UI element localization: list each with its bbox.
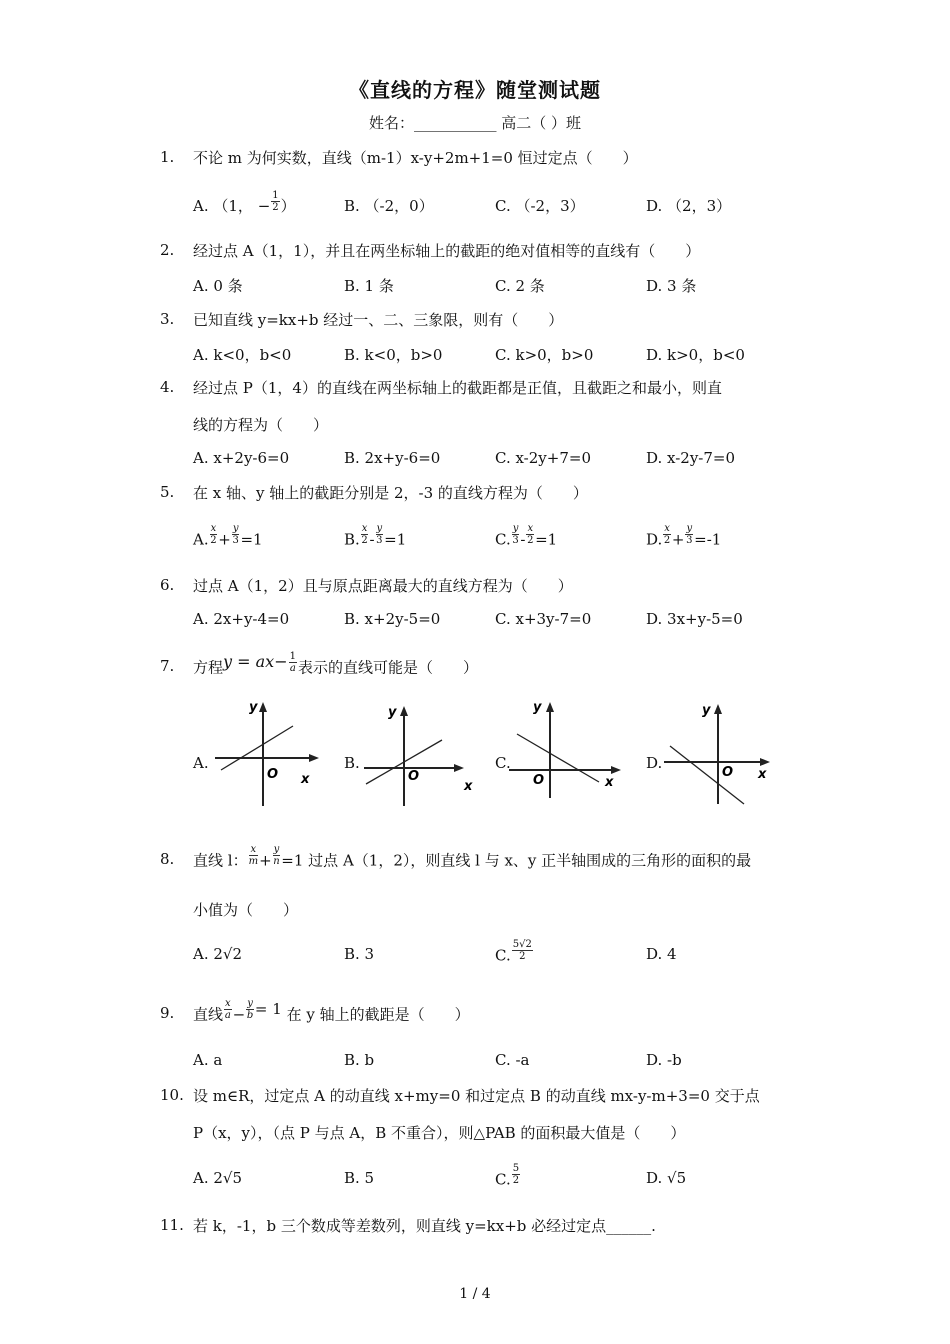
question-1-options xyxy=(193,189,813,217)
option-b: B. （-2，0） xyxy=(344,197,434,215)
graph-c-svg xyxy=(495,698,625,810)
x-label: x xyxy=(605,775,614,790)
origin-label: O xyxy=(408,769,420,784)
option-a: A. 0 条 xyxy=(193,277,243,295)
option-c: C. xyxy=(495,754,511,772)
y-axis-arrow xyxy=(400,706,408,716)
question-5-options xyxy=(193,523,813,551)
question-number: 11. xyxy=(160,1216,184,1234)
question-number: 8. xyxy=(160,850,175,868)
question-text: 经过点 P（1，4）的直线在两坐标轴上的截距都是正值，且截距之和最小，则直 xyxy=(193,379,722,397)
option-a: A. k<0，b<0 xyxy=(193,346,292,364)
option-d: D. 3x+y-5=0 xyxy=(646,610,743,628)
y-axis-arrow xyxy=(546,702,554,712)
question-text: 经过点 A（1，1），并且在两坐标轴上的截距的绝对值相等的直线有（ ） xyxy=(193,242,701,260)
option-b: B. 3 xyxy=(344,945,375,963)
question-text: 已知直线 y=kx+b 经过一、二、三象限，则有（ ） xyxy=(193,311,564,329)
option-c: C. $\frac{y}{3}$ - $\frac{x}{2}$ =1 xyxy=(495,523,558,549)
x-axis-arrow xyxy=(454,764,464,772)
graph-line xyxy=(517,734,599,782)
question-10-options xyxy=(193,1163,813,1191)
option-c: C. k>0，b>0 xyxy=(495,346,594,364)
question-text-continued: P（x，y），（点 P 与点 A，B 不重合），则△PAB 的面积最大值是（ ） xyxy=(193,1124,686,1142)
option-b: B. x+2y-5=0 xyxy=(344,610,441,628)
y-label: y xyxy=(533,700,542,715)
question-2-options xyxy=(193,275,813,297)
option-a: A. xyxy=(193,754,209,772)
question-4-options xyxy=(193,449,813,471)
page-title: 《直线的方程》随堂测试题 xyxy=(349,78,601,102)
question-text: 直线 l： $\frac{x}{m}$ + $\frac{y}{n}$ =1 过点 A（1，2），则直线 l 与 x、y 正半轴围成的三角形的面积的最 xyxy=(193,844,752,870)
graph-d-svg xyxy=(646,698,776,810)
option-d: D. $\frac{x}{2}$ + $\frac{y}{3}$ =-1 xyxy=(646,523,722,549)
option-c: C. x-2y+7=0 xyxy=(495,449,591,467)
y-label: y xyxy=(702,703,711,718)
option-b: B. 2x+y-6=0 xyxy=(344,449,441,467)
y-axis-arrow xyxy=(714,704,722,714)
option-a: A. a xyxy=(193,1051,223,1069)
option-c: C. （-2，3） xyxy=(495,197,585,215)
option-b: B. 1 条 xyxy=(344,277,394,295)
option-c: C. -a xyxy=(495,1051,530,1069)
option-d: D. （2，3） xyxy=(646,197,732,215)
x-axis-arrow xyxy=(309,754,319,762)
graph-d xyxy=(646,698,776,810)
question-text: 过点 A（1，2）且与原点距离最大的直线方程为（ ） xyxy=(193,577,573,595)
graph-a-svg xyxy=(193,698,323,810)
question-number: 9. xyxy=(160,1004,175,1022)
question-number: 2. xyxy=(160,241,175,259)
graph-b xyxy=(344,698,479,810)
question-number: 5. xyxy=(160,483,175,501)
question-number: 3. xyxy=(160,310,175,328)
origin-label: O xyxy=(533,773,545,788)
x-label: x xyxy=(464,779,473,794)
graph-c xyxy=(495,698,625,810)
question-number: 4. xyxy=(160,378,175,396)
y-label: y xyxy=(388,705,397,720)
origin-label: O xyxy=(722,765,734,780)
graph-a xyxy=(193,698,323,810)
question-text: 在 x 轴、y 轴上的截距分别是 2，-3 的直线方程为（ ） xyxy=(193,484,588,502)
origin-label: O xyxy=(267,767,279,782)
option-a: A. 2√5 xyxy=(193,1169,243,1187)
option-a: A. 2√2 xyxy=(193,945,243,963)
x-label: x xyxy=(758,767,767,782)
option-a: A. （1， − $\frac{1}{2}$ ） xyxy=(193,189,296,215)
option-c: C. 2 条 xyxy=(495,277,545,295)
x-label: x xyxy=(301,772,310,787)
y-axis-arrow xyxy=(259,702,267,712)
option-b: B. 5 xyxy=(344,1169,375,1187)
question-number: 1. xyxy=(160,148,175,166)
option-b: B. k<0，b>0 xyxy=(344,346,443,364)
question-8-options xyxy=(193,939,813,967)
option-b: B. xyxy=(344,754,360,772)
question-text: 若 k，-1，b 三个数成等差数列，则直线 y=kx+b 必经过定点______. xyxy=(193,1217,656,1235)
option-b: B. $\frac{x}{2}$ - $\frac{y}{3}$ =1 xyxy=(344,523,407,549)
question-text: 直线 $\frac{x}{a}$ − $\frac{y}{b}$ = 1 在 y 轴上的截距是（ ） xyxy=(193,998,470,1024)
option-d: D. 4 xyxy=(646,945,677,963)
question-9-options xyxy=(193,1051,813,1073)
option-a: A. x+2y-6=0 xyxy=(193,449,290,467)
question-number: 7. xyxy=(160,657,175,675)
option-d: D. xyxy=(646,754,663,772)
question-text-continued: 线的方程为（ ） xyxy=(193,416,329,434)
option-b: B. b xyxy=(344,1051,375,1069)
x-axis-arrow xyxy=(611,766,621,774)
question-text: 设 m∈R，过定点 A 的动直线 x+my=0 和过定点 B 的动直线 mx-y-m+3=0 交于点 xyxy=(193,1087,760,1105)
option-c: C. x+3y-7=0 xyxy=(495,610,592,628)
option-d: D. k>0，b<0 xyxy=(646,346,745,364)
option-d: D. -b xyxy=(646,1051,682,1069)
question-number: 10. xyxy=(160,1086,184,1104)
question-text-continued: 小值为（ ） xyxy=(193,901,299,919)
option-d: D. 3 条 xyxy=(646,277,697,295)
name-class-line: 姓名：___________ 高二（ ）班 xyxy=(368,114,582,132)
option-a: A. 2x+y-4=0 xyxy=(193,610,290,628)
option-c: C. $\frac{5√2}{2}$ xyxy=(495,939,532,965)
question-6-options xyxy=(193,610,813,632)
graph-b-svg xyxy=(344,698,479,810)
option-d: D. √5 xyxy=(646,1169,687,1187)
x-axis-arrow xyxy=(760,758,770,766)
question-3-options xyxy=(193,344,813,366)
page-number: 1 / 4 xyxy=(459,1286,491,1302)
question-number: 6. xyxy=(160,576,175,594)
question-text: 方程y = ax− $\frac{1}{a}$ 表示的直线可能是（ ） xyxy=(193,651,478,677)
question-text: 不论 m 为何实数，直线（m-1）x-y+2m+1=0 恒过定点（ ） xyxy=(193,149,638,167)
graph-line xyxy=(221,726,293,770)
option-c: C. $\frac{5}{2}$ xyxy=(495,1163,520,1189)
y-label: y xyxy=(249,700,258,715)
option-a: A. $\frac{x}{2}$ + $\frac{y}{3}$ =1 xyxy=(193,523,263,549)
option-d: D. x-2y-7=0 xyxy=(646,449,736,467)
